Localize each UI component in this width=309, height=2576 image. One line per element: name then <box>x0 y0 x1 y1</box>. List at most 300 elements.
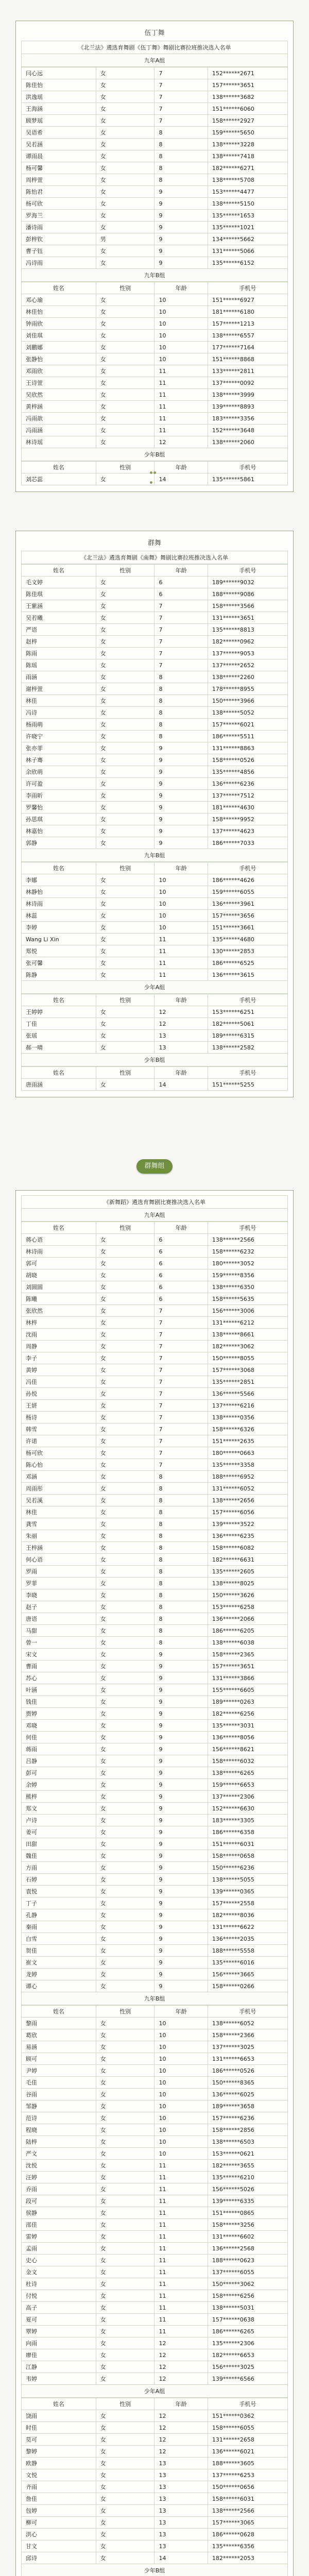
table-cell: 唐语 <box>22 1613 96 1625</box>
table-cell: 10 <box>154 2124 208 2136</box>
table-cell: 张静怡 <box>22 353 96 365</box>
table-row <box>22 814 288 825</box>
roster-card-group <box>15 531 294 1097</box>
table-cell: 9 <box>154 1933 208 1945</box>
table-row <box>22 612 288 624</box>
table-cell: 13 <box>154 2469 208 2481</box>
table-cell: 135******3031 <box>208 1720 287 1732</box>
table-cell: 136******2066 <box>208 1613 287 1625</box>
table-row <box>22 1732 288 1743</box>
column-header: 性别 <box>96 565 154 577</box>
table-row <box>22 139 288 150</box>
group-heading: 九年A组 <box>21 54 288 67</box>
table-cell: 9 <box>154 186 208 198</box>
table-row <box>22 306 288 318</box>
table-cell: 8 <box>154 150 208 162</box>
table-cell: 程晓 <box>22 2124 96 2136</box>
table-cell: 田甜 <box>22 1838 96 1850</box>
table-cell: 吴语希 <box>22 127 96 139</box>
group-heading: 九年B组 <box>21 849 288 862</box>
table-cell: 范诗 <box>22 2112 96 2124</box>
table-cell: 邓晓 <box>22 1720 96 1732</box>
table-cell: 155******6605 <box>208 1684 287 1696</box>
table-cell: 138******5031 <box>208 2302 287 2314</box>
table-row <box>22 1945 288 1957</box>
table-row <box>22 898 288 910</box>
table-cell: 11 <box>154 969 208 981</box>
table-cell: 135******5861 <box>208 473 287 485</box>
table-cell: 卢诗 <box>22 1815 96 1826</box>
table-cell: 赵梓 <box>22 636 96 648</box>
table-cell: 13 <box>154 2458 208 2469</box>
table-cell: 女 <box>96 1412 154 1423</box>
table-header-row <box>22 862 288 874</box>
table-cell: 女 <box>96 1364 154 1376</box>
table-cell: 10 <box>154 2136 208 2148</box>
table-cell: 女 <box>96 2517 154 2529</box>
table-row <box>22 2481 288 2493</box>
table-cell: 女 <box>96 1613 154 1625</box>
table-row <box>22 1246 288 1258</box>
table-row <box>22 1862 288 1874</box>
table-row <box>22 1376 288 1388</box>
table-row <box>22 1601 288 1613</box>
table-cell: 女 <box>96 139 154 150</box>
table-cell: 冯雨涵 <box>22 425 96 436</box>
table-cell: 女 <box>96 802 154 814</box>
table-cell: 13 <box>154 2493 208 2505</box>
column-header: 手机号 <box>208 1222 287 1234</box>
table-cell: 郝一晴 <box>22 1042 96 1054</box>
table-cell: 闫心远 <box>22 67 96 79</box>
table-cell: 女 <box>96 778 154 790</box>
table-cell: 137******6216 <box>208 1400 287 1412</box>
table-cell: 女 <box>96 294 154 306</box>
table-row <box>22 1613 288 1625</box>
table-cell: 女 <box>96 1921 154 1933</box>
table-cell: 10 <box>154 2041 208 2053</box>
column-header: 手机号 <box>208 2398 287 2410</box>
table-cell: 女 <box>96 1293 154 1305</box>
table-cell: 13 <box>154 2505 208 2517</box>
table-cell: 夏可 <box>22 2314 96 2326</box>
table-row <box>22 2041 288 2053</box>
table-cell: 女 <box>96 1483 154 1495</box>
table-row <box>22 222 288 233</box>
table-cell: 女 <box>96 1246 154 1258</box>
table-cell: 153******6258 <box>208 1601 287 1613</box>
table-cell: 朱丽 <box>22 1530 96 1542</box>
table-cell: 向雨 <box>22 2337 96 2349</box>
table-cell: 女 <box>96 671 154 683</box>
table-cell: 188******5558 <box>208 1945 287 1957</box>
table-cell: 尹婷 <box>22 2065 96 2077</box>
table-cell: 10 <box>154 922 208 934</box>
table-cell: 女 <box>96 2552 154 2564</box>
table-cell: 易涵 <box>22 2041 96 2053</box>
table-cell: 159******8356 <box>208 1269 287 1281</box>
table-cell: 137******4623 <box>208 825 287 837</box>
table-cell: 女 <box>96 1980 154 1992</box>
table-row <box>22 2077 288 2089</box>
table-cell: 女 <box>96 600 154 612</box>
table-cell: 女 <box>96 2434 154 2446</box>
table-row <box>22 2552 288 2564</box>
table-cell: 135******2605 <box>208 1566 287 1578</box>
table-cell: 女 <box>96 2302 154 2314</box>
table-cell: 女 <box>96 1696 154 1708</box>
table-cell: 女 <box>96 115 154 127</box>
table-cell: 王紫涵 <box>22 600 96 612</box>
table-row <box>22 825 288 837</box>
table-cell: 女 <box>96 1897 154 1909</box>
table-cell: 186******6525 <box>208 957 287 969</box>
table-cell: 女 <box>96 353 154 365</box>
table-cell: 150******3062 <box>208 2278 287 2290</box>
table-cell: 158******3256 <box>208 2219 287 2231</box>
table-cell: 9 <box>154 1660 208 1672</box>
table-cell: 段可 <box>22 2195 96 2207</box>
table-cell: 12 <box>154 2337 208 2349</box>
table-cell: 毛佳 <box>22 2077 96 2089</box>
table-cell: 138******6557 <box>208 330 287 342</box>
table-cell: 李娜 <box>22 874 96 886</box>
table-row <box>22 1578 288 1589</box>
table-row <box>22 365 288 377</box>
table-cell: 158******0266 <box>208 1980 287 1992</box>
table-row <box>22 473 288 485</box>
table-cell: 雨涵 <box>22 671 96 683</box>
card-title: 伍丁舞 <box>144 29 165 37</box>
table-cell: 186******0526 <box>208 2065 287 2077</box>
table-cell: 黄梓涵 <box>22 401 96 413</box>
table-cell: 女 <box>96 1779 154 1791</box>
table-cell: 女 <box>96 837 154 849</box>
table-cell: 186******7033 <box>208 837 287 849</box>
table-row <box>22 1388 288 1400</box>
table-cell: 8 <box>154 695 208 707</box>
table-cell: 包婷 <box>22 2505 96 2517</box>
table-cell: 13 <box>154 1042 208 1054</box>
table-cell: 9 <box>154 1755 208 1767</box>
table-cell: 7 <box>154 1329 208 1341</box>
table-cell: 158******6032 <box>208 1755 287 1767</box>
table-cell: 谢梓萱 <box>22 683 96 695</box>
table-cell: 137******6055 <box>208 2266 287 2278</box>
table-row <box>22 342 288 353</box>
table-cell: 13 <box>154 2540 208 2552</box>
table-cell: 江静 <box>22 2361 96 2373</box>
table-cell: 9 <box>154 210 208 222</box>
table-cell: 9 <box>154 233 208 245</box>
table-row <box>22 1696 288 1708</box>
column-header: 手机号 <box>208 462 287 473</box>
table-cell: 女 <box>96 1352 154 1364</box>
table-cell: 韩雪 <box>22 1423 96 1435</box>
table-cell: 罗雨 <box>22 1566 96 1578</box>
divider-ornament <box>149 466 160 471</box>
table-cell: 12 <box>154 1018 208 1030</box>
column-header: 手机号 <box>208 994 287 1006</box>
table-cell: 罗海兰 <box>22 210 96 222</box>
table-header-row <box>22 1222 288 1234</box>
table-cell: 女 <box>96 1732 154 1743</box>
table-cell: 叶涵 <box>22 1684 96 1696</box>
table-row <box>22 91 288 103</box>
table-cell: 10 <box>154 2018 208 2029</box>
table-row <box>22 766 288 778</box>
table-cell: 8 <box>154 127 208 139</box>
table-row <box>22 377 288 389</box>
table-cell: 131******6653 <box>208 2053 287 2065</box>
table-cell: 9 <box>154 245 208 257</box>
table-cell: 131******3866 <box>208 1672 287 1684</box>
table-cell: 洪逸瑶 <box>22 91 96 103</box>
table-cell: 贾婷 <box>22 1708 96 1720</box>
table-cell: 182******0962 <box>208 636 287 648</box>
table-cell: 7 <box>154 1341 208 1352</box>
table-cell: 12 <box>154 2349 208 2361</box>
table-cell: 曾一 <box>22 1637 96 1649</box>
table-cell: 女 <box>96 1495 154 1506</box>
table-cell: 女 <box>96 2183 154 2195</box>
table-cell: 138******5055 <box>208 1874 287 1886</box>
table-cell: 女 <box>96 1649 154 1660</box>
table-cell: 13 <box>154 1030 208 1042</box>
table-cell: 8 <box>154 1566 208 1578</box>
table-row <box>22 330 288 342</box>
table-cell: 158******2856 <box>208 2124 287 2136</box>
table-cell: 杨雨萌 <box>22 719 96 731</box>
table-cell: 6 <box>154 588 208 600</box>
table-cell: 冯雨歆 <box>22 413 96 425</box>
table-cell: 林静怡 <box>22 886 96 898</box>
table-cell: 女 <box>96 2337 154 2349</box>
table-cell: 135******1653 <box>208 210 287 222</box>
table-cell: 136******6236 <box>208 778 287 790</box>
table-cell: 131******6622 <box>208 1921 287 1933</box>
table-row <box>22 2207 288 2219</box>
table-cell: 138******7418 <box>208 150 287 162</box>
table-cell: 女 <box>96 174 154 186</box>
table-cell: 女 <box>96 162 154 174</box>
table-row <box>22 2529 288 2540</box>
table-cell: 9 <box>154 802 208 814</box>
table-cell: 7 <box>154 612 208 624</box>
table-cell: 9 <box>154 1743 208 1755</box>
table-cell: 林嘉怡 <box>22 825 96 837</box>
table-cell: 女 <box>96 2422 154 2434</box>
table-row <box>22 2446 288 2458</box>
table-cell: 136******8056 <box>208 1732 287 1743</box>
table-row <box>22 1649 288 1660</box>
table-cell: 135******4680 <box>208 934 287 945</box>
table-cell: 7 <box>154 1376 208 1388</box>
table-cell: 女 <box>96 1862 154 1874</box>
table-cell: 女 <box>96 1459 154 1471</box>
table-cell: 女 <box>96 1376 154 1388</box>
table-cell: 女 <box>96 2053 154 2065</box>
table-header-row <box>22 994 288 1006</box>
table-row <box>22 389 288 401</box>
table-cell: 11 <box>154 2172 208 2183</box>
table-row <box>22 969 288 981</box>
table-cell: 杜诗 <box>22 2278 96 2290</box>
table-row <box>22 2361 288 2373</box>
table-cell: 157******1213 <box>208 318 287 330</box>
table-cell: 女 <box>96 577 154 588</box>
table-cell: 9 <box>154 814 208 825</box>
table-cell: 刘鹏娜 <box>22 342 96 353</box>
table-cell: 153******6251 <box>208 1006 287 1018</box>
table-cell: 女 <box>96 1767 154 1779</box>
table-cell: 8 <box>154 1637 208 1649</box>
table-row <box>22 2183 288 2195</box>
table-cell: 6 <box>154 1281 208 1293</box>
table-cell: 潘诗雨 <box>22 222 96 233</box>
table-cell: 10 <box>154 353 208 365</box>
table-cell: 齐雨 <box>22 2481 96 2493</box>
table-cell: 11 <box>154 2207 208 2219</box>
table-cell: 159******5650 <box>208 127 287 139</box>
table-cell: 182******6631 <box>208 1554 287 1566</box>
table-cell: 吴欣然 <box>22 389 96 401</box>
table-cell: 张瑶 <box>22 1030 96 1042</box>
table-cell: 158******6082 <box>208 1542 287 1554</box>
table-row <box>22 1447 288 1459</box>
table-cell: 178******8955 <box>208 683 287 695</box>
table-row <box>22 2326 288 2337</box>
table-cell: 10 <box>154 2112 208 2124</box>
table-row <box>22 1708 288 1720</box>
table-cell: 8 <box>154 731 208 742</box>
table-cell: 陈瑶 <box>22 659 96 671</box>
table-cell: 孔静 <box>22 1909 96 1921</box>
table-row <box>22 624 288 636</box>
table-cell: 158******6326 <box>208 1423 287 1435</box>
table-row <box>22 2373 288 2385</box>
table-cell: 180******0663 <box>208 1447 287 1459</box>
table-cell: 182******3062 <box>208 1341 287 1352</box>
table-cell: 181******4630 <box>208 802 287 814</box>
table-cell: 钱佳 <box>22 1696 96 1708</box>
table-cell: 131******6052 <box>208 1483 287 1495</box>
table-cell: 138******6052 <box>208 2018 287 2029</box>
table-row <box>22 1459 288 1471</box>
table-row <box>22 1684 288 1696</box>
table-row <box>22 1909 288 1921</box>
table-cell: 女 <box>96 2314 154 2326</box>
table-cell: 7 <box>154 103 208 115</box>
table-row <box>22 2160 288 2172</box>
table-cell: 葛欣 <box>22 2029 96 2041</box>
table-cell: 10 <box>154 2148 208 2160</box>
table-cell: 137******9053 <box>208 648 287 659</box>
table-cell: 10 <box>154 306 208 318</box>
table-row <box>22 1329 288 1341</box>
table-cell: 11 <box>154 2243 208 2255</box>
table-cell: 131******6602 <box>208 2231 287 2243</box>
table-row <box>22 1969 288 1980</box>
table-cell: 孙思琪 <box>22 814 96 825</box>
table-cell: 131******8863 <box>208 742 287 754</box>
table-cell: 李子 <box>22 1352 96 1364</box>
table-cell: 杨可馨 <box>22 162 96 174</box>
table-cell: 女 <box>96 2410 154 2422</box>
table-cell: 女 <box>96 2065 154 2077</box>
table-cell: 159******6653 <box>208 1779 287 1791</box>
column-header: 姓名 <box>22 1222 96 1234</box>
column-header: 性别 <box>96 2398 154 2410</box>
table-cell: 侯静 <box>22 2207 96 2219</box>
table-cell: 135******6356 <box>208 2540 287 2552</box>
table-cell: 陈雨 <box>22 648 96 659</box>
table-cell: 14 <box>154 2552 208 2564</box>
table-cell: 李婷 <box>22 922 96 934</box>
table-cell: 杨诗 <box>22 1412 96 1423</box>
table-cell: 135******6016 <box>208 1957 287 1969</box>
table-cell: 女 <box>96 2041 154 2053</box>
table-cell: 7 <box>154 79 208 91</box>
table-cell: 甘文 <box>22 2540 96 2552</box>
column-header: 姓名 <box>22 282 96 294</box>
table-cell: 138******3682 <box>208 91 287 103</box>
table-cell: 136******6025 <box>208 2089 287 2100</box>
table-row <box>22 695 288 707</box>
table-cell: 女 <box>96 342 154 353</box>
table-cell: 女 <box>96 898 154 910</box>
table-cell: 苏心 <box>22 1672 96 1684</box>
table-cell: 135******2851 <box>208 1376 287 1388</box>
column-header: 年龄 <box>154 565 208 577</box>
table-cell: 12 <box>154 2373 208 2385</box>
table-cell: 黎婷 <box>22 2446 96 2458</box>
table-row <box>22 1518 288 1530</box>
table-row <box>22 2255 288 2266</box>
table-cell: 谭雨晨 <box>22 150 96 162</box>
table-row <box>22 1471 288 1483</box>
table-cell: 女 <box>96 612 154 624</box>
table-row <box>22 1803 288 1815</box>
table-cell: 9 <box>154 825 208 837</box>
table-row <box>22 2434 288 2446</box>
table-cell: 女 <box>96 306 154 318</box>
table-cell: 139******6566 <box>208 2373 287 2385</box>
table-row <box>22 294 288 306</box>
table-cell: 林梓 <box>22 1317 96 1329</box>
table-cell: 张可馨 <box>22 957 96 969</box>
table-cell: 宋文 <box>22 1649 96 1660</box>
table-cell: 10 <box>154 2100 208 2112</box>
table-cell: 张欣然 <box>22 1305 96 1317</box>
table-row <box>22 671 288 683</box>
table-cell: 女 <box>96 2373 154 2385</box>
table-cell: 9 <box>154 1732 208 1743</box>
table-cell: 女 <box>96 2458 154 2469</box>
table-cell: 魏佳 <box>22 1850 96 1862</box>
table-cell: 女 <box>96 707 154 719</box>
table-cell: 136******5566 <box>208 1388 287 1400</box>
table-cell: 186******6205 <box>208 1625 287 1637</box>
table-row <box>22 2219 288 2231</box>
table-cell: 136******3615 <box>208 969 287 981</box>
table-row <box>22 2290 288 2302</box>
roster-table <box>21 67 288 269</box>
table-cell: 女 <box>96 2446 154 2458</box>
table-row <box>22 2172 288 2183</box>
table-row <box>22 837 288 849</box>
table-cell: 139******8893 <box>208 401 287 413</box>
